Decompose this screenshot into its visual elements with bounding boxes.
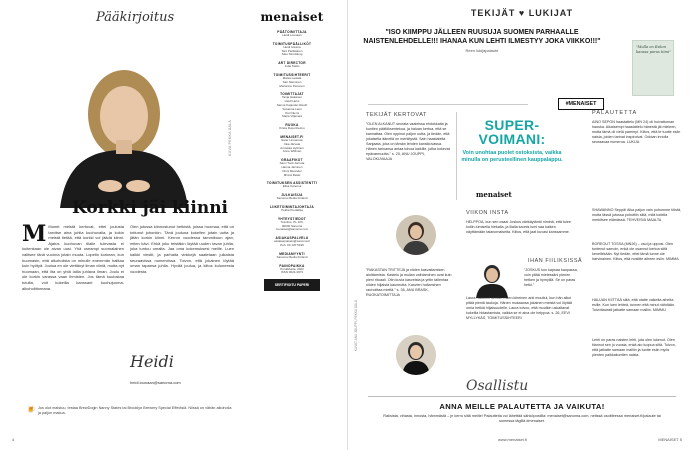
editor-portrait <box>20 58 228 208</box>
masthead-block-title: JULKAISIJA <box>281 193 303 198</box>
hashtag-badge[interactable]: #MENAISET <box>558 98 604 110</box>
masthead-block-title: PÄÄTOIMITTAJA <box>277 30 307 34</box>
quote-text: "ISO KIIMPPU JÄLLEEN RUUSUJA SUOMEN PARHAALLE NAISTENLEHDELLE!!! IHANAA KUN LEHTI ILMESTYY JOKA VIIKKO!!!" <box>363 29 601 45</box>
book-cover-text: "Mulla on Eskon kanssa paras tiimi" <box>636 45 671 54</box>
masthead-line: Pekka Puolakka <box>281 207 303 212</box>
staff-photo-2 <box>396 335 436 375</box>
masthead-line: ISSN 0024-3973 <box>280 270 304 275</box>
masthead-block-title: GRAAFIKOT <box>281 158 303 163</box>
supervoima-box <box>460 118 564 163</box>
cta-divider <box>368 396 676 397</box>
page-number-right: 5 <box>679 437 682 442</box>
masthead-line: Sanoma Media Finland <box>276 196 308 201</box>
masthead-block <box>242 61 342 69</box>
footer-url[interactable]: www.menaiset.fi <box>498 437 527 442</box>
masthead-line: asiakaspalvelu@sanoma.fi <box>274 239 310 244</box>
masthead-block-title: YHTEYSTIEDOT <box>277 216 307 221</box>
photo-credit-right: KUVAT ANU JOUPPI, PEKKA ÄÄLÄ <box>354 300 358 352</box>
masthead-block <box>242 252 342 260</box>
feature-text: Laura Halonen kertoo, miten kiireinen arki muuttui, kun hän alkoi pitää pieniä taukoja. Hänen mukaansa jokainen meistä voi löytää omia hetkiä hiljaisuudelle. Laura toivoo, että muutkin uskaltavat kokeilla hidastamista, vaikka se ei aina ole helppoa. s. 26, EEVI MYLLYKÄS, TOIMITUSSIHTEERI <box>466 296 572 320</box>
masthead-block <box>242 30 342 38</box>
masthead-line: Inka Järvela <box>283 141 301 146</box>
staff-photo-1 <box>396 215 436 255</box>
masthead-line: Heidi Lounaan <box>282 33 302 37</box>
right-page <box>348 0 696 450</box>
quote-divider <box>368 104 528 105</box>
masthead-blocks <box>242 30 342 275</box>
masthead-line: Hanna Jarvinen <box>281 164 303 169</box>
book-cover <box>632 40 674 96</box>
masthead-block-title: RUOKA <box>285 123 299 128</box>
masthead-block <box>242 123 342 131</box>
header-lukijat: LUKIJAT <box>528 8 574 18</box>
masthead-line: Sami Tuck Jarnola <box>279 161 305 166</box>
masthead-block-title: LIIKETOIMINTAJOHTAJA <box>270 204 314 209</box>
masthead-line: Tanja Hakanen <box>281 95 302 100</box>
masthead-block-title: TOIMITTAJAT <box>280 92 304 97</box>
editor-signature: Heidi <box>130 352 174 371</box>
masthead-line: Sanoma Media Finland <box>276 254 308 259</box>
masthead-line: Tani Pietikäinen <box>281 48 303 53</box>
osallistu-script: Osallistu <box>466 378 529 394</box>
page-number-left: 4 <box>12 437 15 442</box>
masthead-line: Outi Niemi <box>284 110 299 115</box>
masthead-block-title: ASIAKASPALVELU <box>275 236 309 241</box>
section-tekijat-kertovat: TEKIJÄT KERTOVAT <box>366 112 427 118</box>
cta-title: ANNA MEILLE PALAUTETTA JA VAIKUTA! <box>439 402 605 411</box>
section-kicker: Pääkirjoitus <box>96 10 175 25</box>
masthead-line: Elisa Kanerva <box>282 184 302 189</box>
quote-author: Reen lukijapalaute <box>465 48 499 53</box>
masthead-line: Ester Linnamaa <box>281 137 303 142</box>
editorial-text-2: Olen jutussa kiinnostunut hetkistä, joissa huomaa, että on tottunut johonkin. Tänä jouluna kokeilen jotain uutta ja jätän korkin kiinni. Kerron vuodessa tammikuun ajan, miten kävi. Ehkä joku teistäkin löytää uuden tavan juhlia, joka tuntuu omalta. Jaa oma kokemuksesi meille. Luen kaikki viestit, ja parhaita vinkkejä saatetaan julkaista seuraavissa numeroissa. Toivon, että jokainen löytää oman tapansa juhlia. Hyvää joulua, ja kiitos kuluneesta vuodesta. <box>130 224 234 274</box>
masthead-block-title: TOIMITUKSEN ASSISTENTTI <box>266 181 318 186</box>
feedback-4: HALUAN KIITTÄÄ siitä, että otatte vaikeita aiheita esille. Kun luen lehteä, tunnen että minut nähdään. Toivottavasti jatkatte samaan malliin. MIMMU <box>592 298 676 312</box>
reader-quote <box>362 28 602 53</box>
masthead-block-title: MENAISET.FI <box>280 134 304 139</box>
masthead-block-title: PAINOPAIKKA <box>279 263 305 268</box>
drop-cap: M <box>22 221 47 247</box>
masthead-line: Heidi Helm <box>284 99 300 104</box>
masthead-line: Annukka Hyttinen <box>280 145 304 150</box>
masthead-line: Jutta Kaitio <box>284 64 300 69</box>
editorial-column-1 <box>22 221 124 291</box>
section-palautetta: PALAUTETTA <box>592 110 638 116</box>
editorial-headline: Korkki jäi kiinni <box>71 198 229 218</box>
masthead-line: Minna Rekki <box>283 172 301 177</box>
masthead-block <box>242 193 342 201</box>
section-ihan-fiiliksissa: IHAN FIILIKSISSÄ <box>528 258 583 264</box>
masthead-brand: menaiset <box>260 10 324 24</box>
supervoima-title: SUPER-VOIMANI: <box>478 117 546 147</box>
masthead-block <box>242 42 342 57</box>
masthead-line: 00040 Sanoma <box>281 223 303 228</box>
supervoima-brand: menaiset <box>476 190 512 199</box>
masthead-block <box>242 73 342 88</box>
masthead-block-title: ART DIRECTOR <box>278 61 306 66</box>
masthead-line: Susanna Lasri <box>282 106 302 111</box>
masthead-line: Marianne Pesonen <box>279 83 305 88</box>
masthead-line: PunaMusta, 2022 <box>280 266 304 271</box>
masthead-block-title: TOIMITUSPÄÄLLIKÖT <box>272 41 312 46</box>
masthead-line: Anne Willman <box>282 149 302 154</box>
masthead-line: Maria Viljamaa <box>282 114 302 119</box>
supervoima-text: Voin unohtaa puolet ostoksista, vaikka minulla on perusteellinen kauppalappu. <box>461 150 563 163</box>
section-header <box>348 8 696 18</box>
editor-email[interactable]: heidi.lounaan@sanoma.com <box>130 380 181 385</box>
section-viikon-insta: VIIKON INSTA <box>466 210 509 216</box>
ihan-text: "JOSKUS kun kapsaa kaupassa, voin pitää mielessäni pienen hetken ja hymyillä. Se on paras hetki." <box>524 268 578 287</box>
feedback-1: AINO SEPON haastattelu (MN 24) oli hulvattoman hauska. Aikaisempi haastattelu hänestä jäi mieleen, mutta tämä oli vielä parempi. Kiitos, että te tuotte esiin naisia, joiden tarinat inspiroivat. Odotan innolla seuraavaa numeroa. LUKIJA <box>592 120 681 144</box>
footer-tip <box>26 406 232 416</box>
masthead-block <box>242 158 342 177</box>
masthead-block <box>242 264 342 276</box>
footer-tip-text: Jos olut maistuu, testaa BrewDogin Nanny States tai Brooklyn Brewery Special Effectsiä. Niissä on vähän alkoholia ja paljon makua. <box>38 406 232 415</box>
woman-photo <box>468 262 518 298</box>
feedback-3: BOREOUT TOSSA (MN26) – osui ja upposi. Olen tuntenut samoin, enkä ole osannut kertoa siitä kenellekään. Nyt tiedän, ettei tämä tunne ole harvinainen. Kiitos, että nostitte aiheen esiin. MIMMA <box>592 242 679 261</box>
masthead-block <box>242 135 342 154</box>
staff-letter-1: "OLEN ALKANUT seurata vaaleissa ehdokkaita ja kuntien päätöksentekoa, ja haluan kertoa, että se kannattaa. Olen oppinut paljon uutta, ja tiedän, että jokaisella äänellä on merkitystä. Sain haastatella Sanjaata, joka on tämän lehden kansikuvassa. Hänen tarinansa antaa toivoa kaikille, jotka kokevat epävarmuutta." s. 20, ANU JOUPPI, VALOKUVAAJA <box>366 122 450 161</box>
masthead-line: Sanna Kajander-Rauth <box>276 102 308 107</box>
masthead <box>242 10 342 291</box>
masthead-line: Sari Nieminen <box>282 79 302 84</box>
heart-icon: ♥ <box>518 8 526 18</box>
insta-text: HELPPOA, kun sen osaa! Joskus värikäytäntö niminä, että tulee kotiin lumisella hiekalla, ja illalla kaunis lumi saa kaiken näyttämään taianomaiselta. Kiitos, että jaat kuvasi kanssamme. <box>466 220 571 234</box>
cta-text: Raksista, vihasta, innosta, hämmästä – je kerro siitä meille! Palautteita voi lähettää sähköpostilla: menaiset@sanoma.com, netissä osoitteessa menaiset.fi/palaute tai somessa tägillä #menaiset. <box>383 414 661 423</box>
footer-brand-name: MENAISET <box>658 437 679 442</box>
masthead-line: Ninni Meander <box>282 168 302 173</box>
feedback-2: SHAWANNO Seppä! Aika paljon vain puhumme töistä, mutta tässä jutussa puhuttiin siitä, mitä todella merkitsee elämässä. TEHVEISIÄ MAALTA <box>592 208 682 222</box>
masthead-block <box>242 92 342 119</box>
staff-letter-2: "RAKASTAN TRITTEJÄ ja niiden kasvattamisen aloittamista. Kastelu ja mullan vaihtaminen ovat kuin pieni rituaali. Otin kuvia kasveista ja yritin tallentaa niiden hiljaista kauneutta. Kasvien hoitaminen rauhoittaa mieltä." s. 36, ANU BRASK, RUOKATOIMITTAJA <box>366 268 452 297</box>
feedback-5: Lehti on paras naisten lehti, jota olen lukenut. Olen tilannut sen jo vuosia, enkä aio luopua siitä. Toivon, että jatkatte samaan malliin ja tuotte esiin myös pienten paikkakuntien naisia. <box>592 338 676 357</box>
beer-glass-icon: 🍺 <box>26 404 36 413</box>
masthead-line: Heidi Ivanina <box>283 44 301 49</box>
masthead-block <box>242 181 342 189</box>
masthead-line: Puh. 09 120 5199 <box>280 242 304 247</box>
photo-credit: KUVA PEKKA ÄÄLÄ <box>228 120 232 156</box>
masthead-line: menaiset@sanoma.com <box>275 227 309 232</box>
column-divider <box>456 112 457 200</box>
footer-brand <box>658 437 682 442</box>
certification-badge: SERTIFIOITU PAPERI <box>264 279 320 291</box>
editorial-text-1: Monet meistä kertovat, ettei joulusta tarvitse aina juhlia kuohuvalla, ja kukin meistä tietää, että korkki voi jäädä kiinni. Ajatus kuohuvan tilalle tulevasta ei kuitenkaan ole aivan uusi. Yhä useampi suomalainen valitsee tänä vuonna jotain muuta. Lopetin korkean, kun huomasin, että alkoholista on minulle enemmän haittaa kuin hyötyä. Joulua en ole viettänyt ilman viiniä, mutta nyt huomaan, että ilta on yhtä lailla juhlava ilman. Joulu ei ole korkin varassa vaan ihmisten. Jos tämä kuulostaa tutulta, voit kokeilla kanssani: kuohujuoma-alkoholittomana. <box>22 224 124 291</box>
masthead-block <box>242 205 342 213</box>
masthead-line: Maisa Lauiala <box>282 75 302 80</box>
masthead-line: Satu Stroddung <box>281 52 303 57</box>
masthead-line: Toimitus, PL 100, <box>280 219 304 224</box>
header-tekijat: TEKIJÄT <box>470 8 516 18</box>
editorial-column-2 <box>130 224 234 274</box>
masthead-block <box>242 236 342 248</box>
masthead-block-title: TOIMITUSSIHTEERIT <box>273 72 311 77</box>
masthead-block-title: MEDIAMYYNTI <box>279 251 305 256</box>
masthead-block <box>242 217 342 232</box>
masthead-line: Krista Ruponheimo <box>279 126 305 131</box>
